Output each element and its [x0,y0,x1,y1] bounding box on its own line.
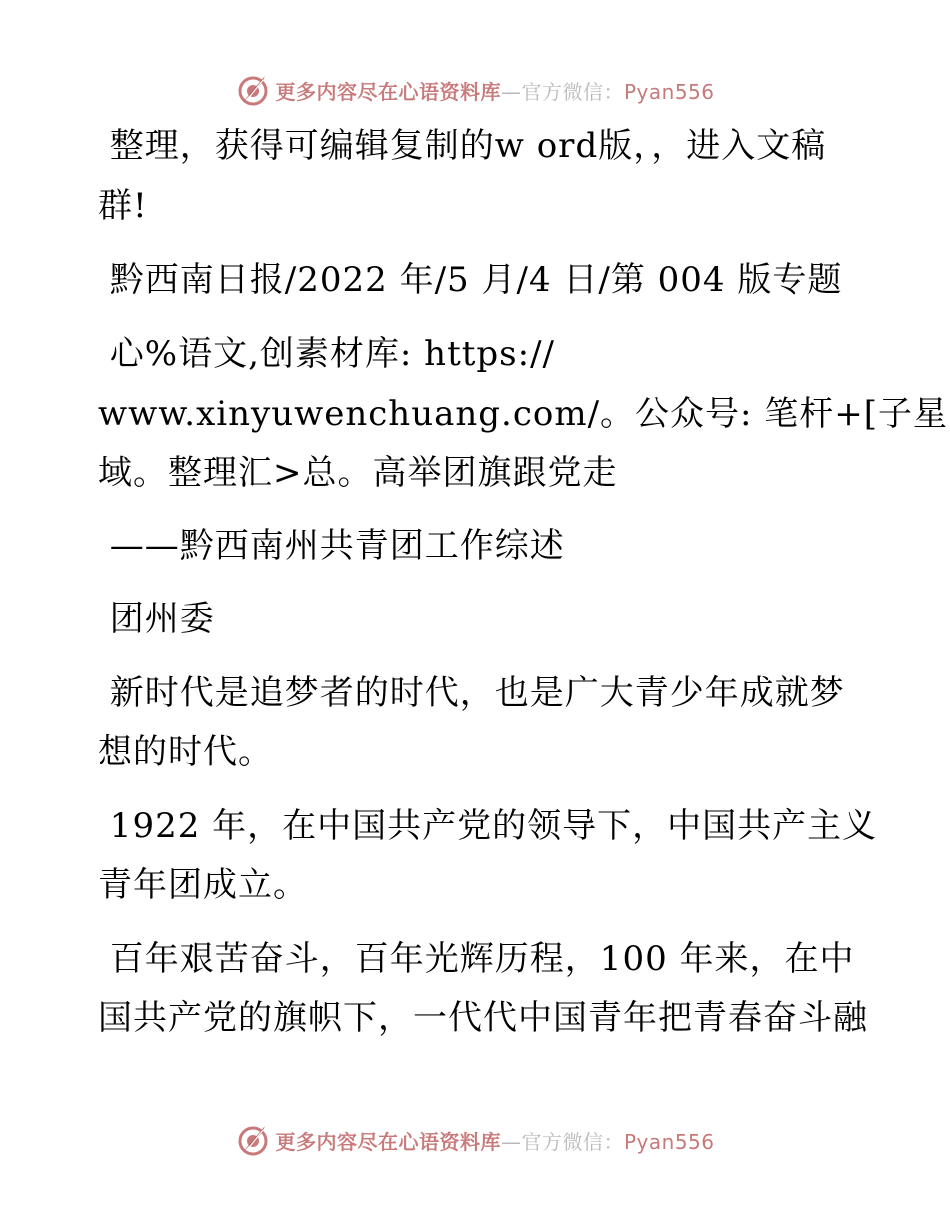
text-line: 青年团成立。 [98,865,308,905]
text-line: 黔西南日报/2022 年/5 月/4 日/第 004 版专题 [98,260,843,300]
text-line: 群! [98,186,148,226]
watermark-header [0,70,950,110]
text-line: www.xinyuwenchuang.com/。公众号: 笔杆+[子星 [98,394,949,434]
watermark-separator: — [500,79,522,104]
watermark-site-text: 更多内容尽在心语资料库 [275,79,501,104]
quill-circle-icon [235,1122,271,1158]
watermark-wechat-label: 官方微信： [521,79,624,104]
watermark-wechat-id: Pyan556 [623,1129,715,1154]
text-line: 新时代是追梦者的时代，也是广大青少年成就梦 [98,673,845,713]
watermark-footer [0,1120,950,1160]
watermark-separator: — [500,1129,522,1154]
text-line: 国共产党的旗帜下，一代代中国青年把青春奋斗融 [98,998,868,1038]
text-line: 团州委 [98,599,215,639]
text-line: 心%语文,创素材库: https:// [98,334,555,374]
text-line: 百年艰苦奋斗，百年光辉历程，100 年来，在中 [98,939,855,979]
text-line: 整理，获得可编辑复制的w ord版，，进入文稿 [98,126,827,166]
watermark-site-text: 更多内容尽在心语资料库 [275,1129,501,1154]
text-line: 1922 年，在中国共产党的领导下，中国共产主义 [98,806,878,846]
watermark-wechat-id: Pyan556 [623,79,715,104]
text-line: ——黔西南州共青团工作综述 [98,526,565,566]
watermark-wechat-label: 官方微信： [521,1129,624,1154]
text-line: 域。整理汇>总。高举团旗跟党走 [98,453,618,493]
quill-circle-icon [235,72,271,108]
text-line: 想的时代。 [98,732,273,772]
